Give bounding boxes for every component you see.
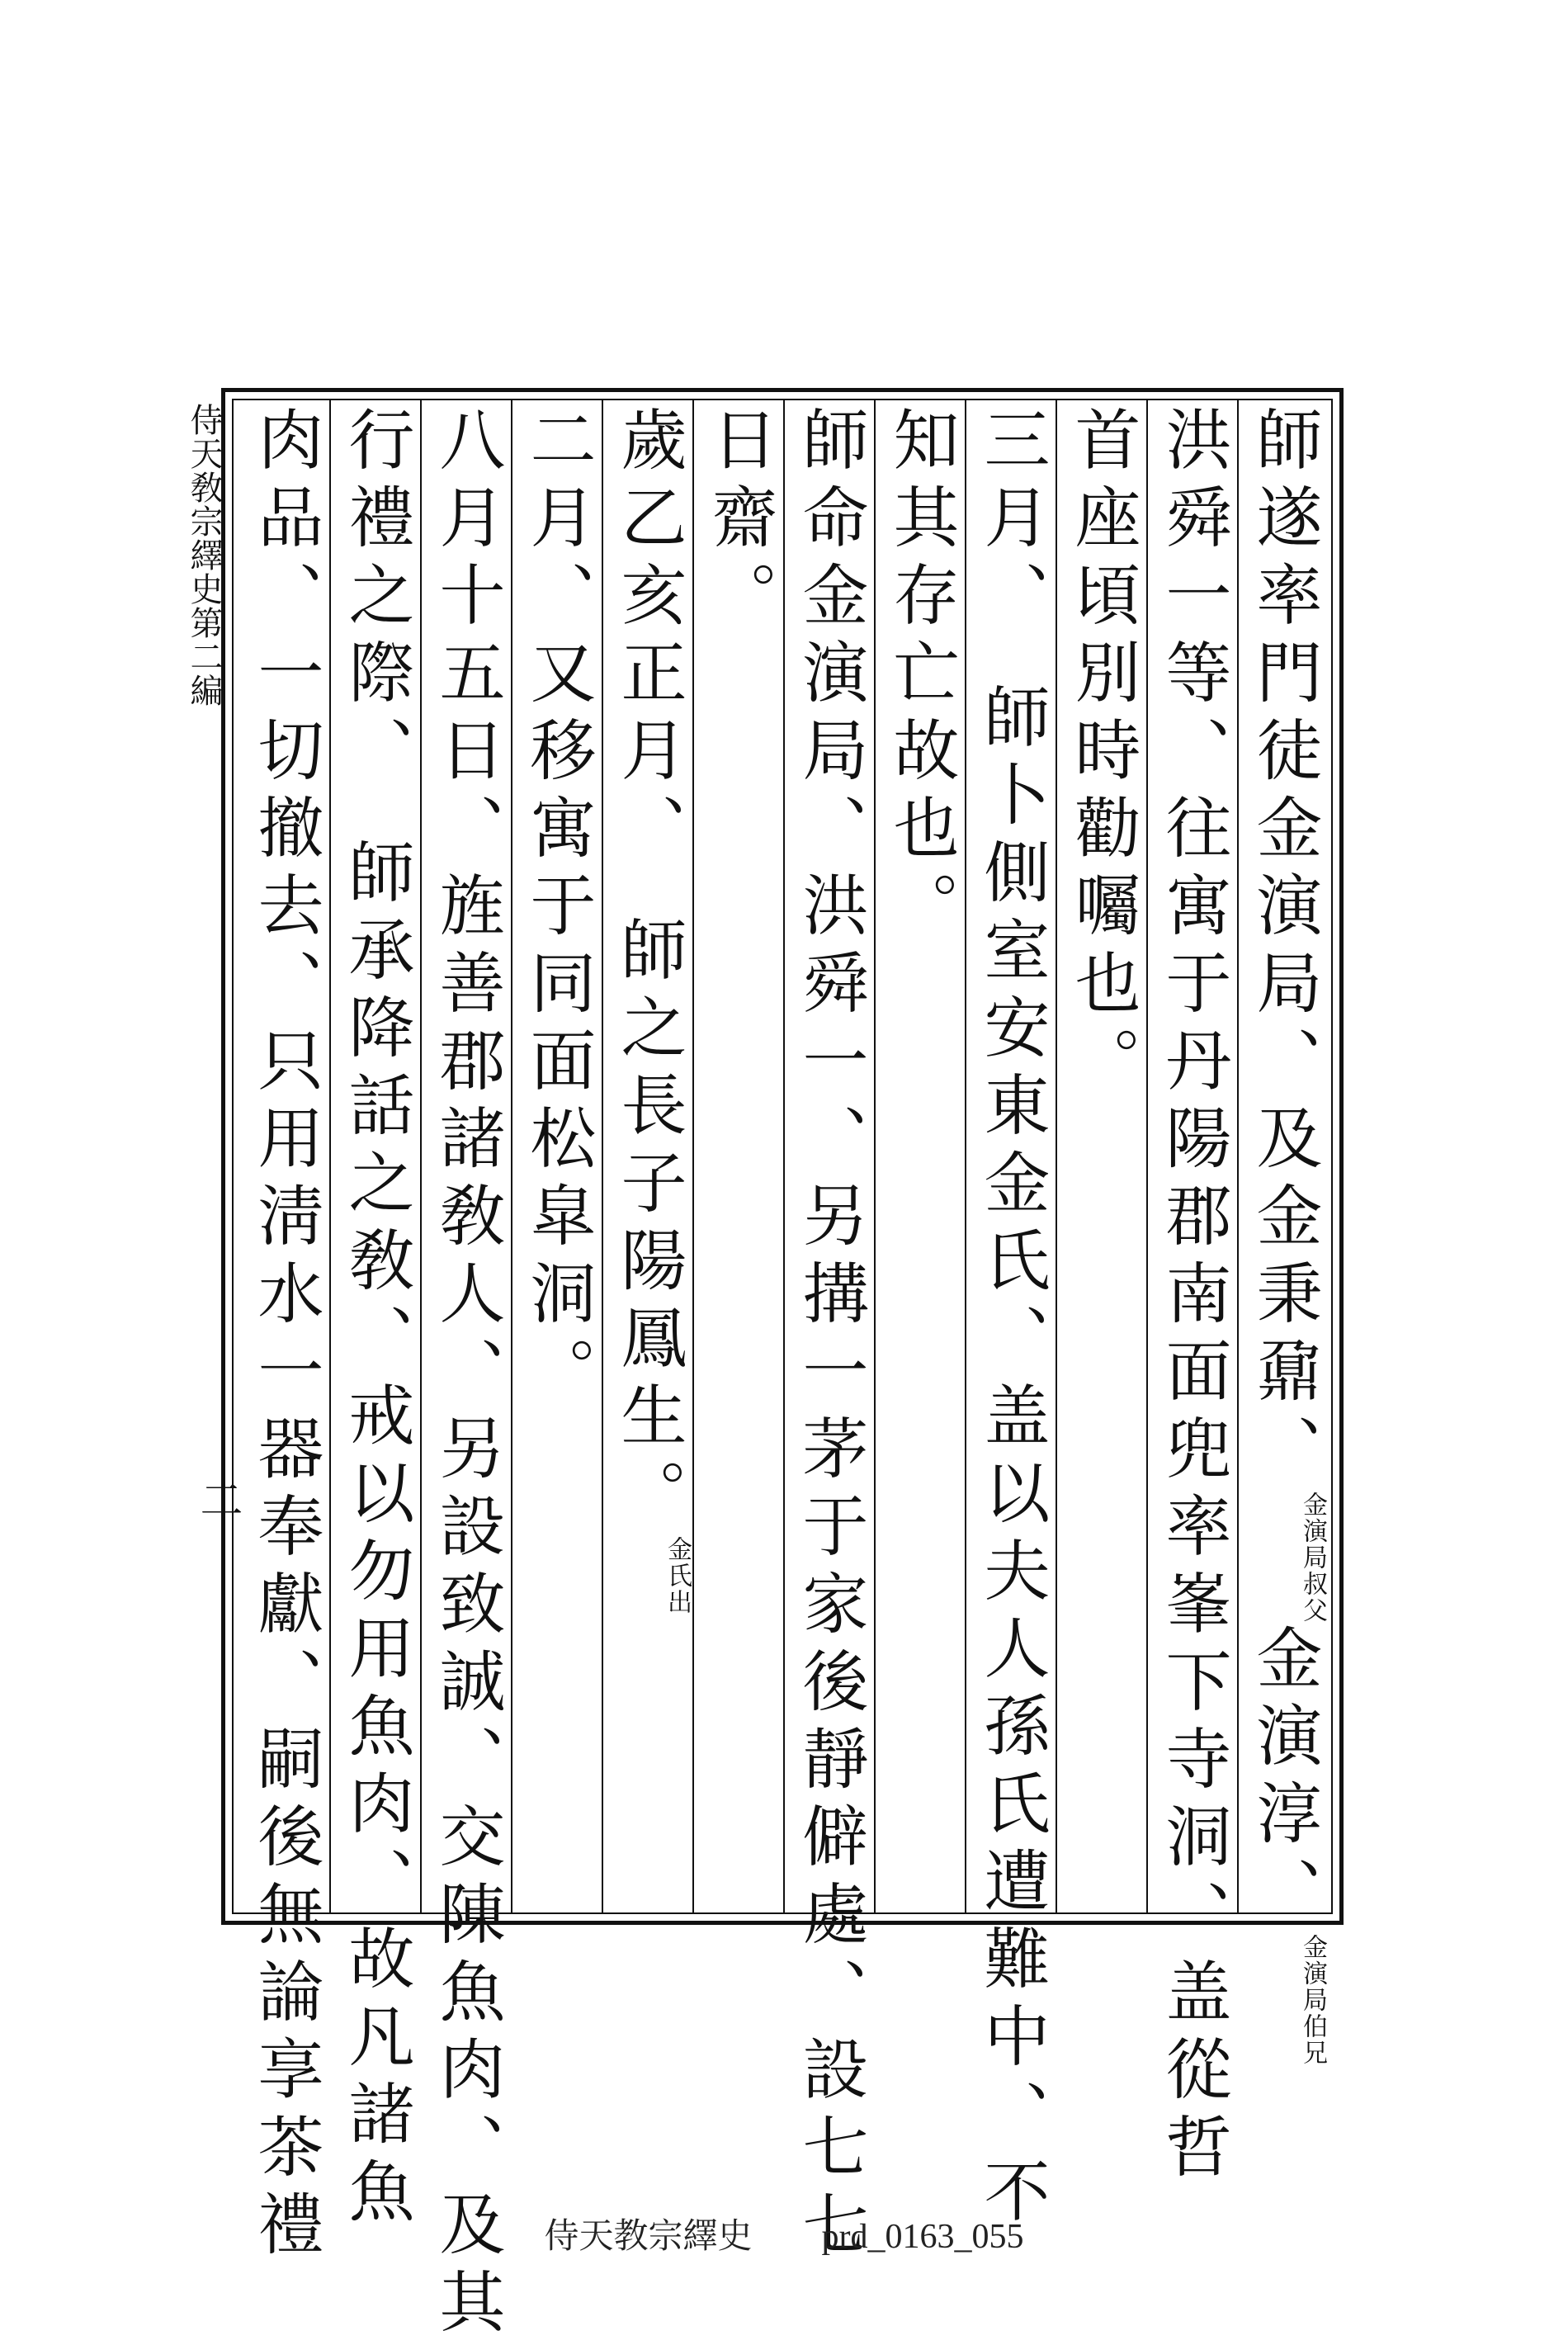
column-text: 師遂率門徒金演局、及金秉鼐、 (1245, 405, 1322, 1492)
text-column (877, 405, 963, 1906)
column-text: 三月、 師卜側室安東金氏、盖以夫人孫氏遭難中、不 (973, 405, 1050, 2234)
column-rule (602, 400, 603, 1912)
column-annotation: 金氏出 (663, 1536, 692, 1615)
column-rule (1237, 400, 1239, 1912)
footer (0, 2209, 1568, 2258)
column-rule (329, 400, 331, 1912)
text-column (514, 405, 600, 1906)
column-text-continued: 金演淳、 (1245, 1624, 1322, 1934)
footer-gap (761, 2218, 813, 2256)
column-text: 行禮之際、 師承降話之敎、戒以勿用魚肉、故凡諸魚 (338, 405, 414, 2234)
text-column (1240, 405, 1327, 2066)
footer-collection: 侍天教宗繹史 (544, 2218, 753, 2256)
margin-book-title: 侍天敎宗繹史第二編 (185, 403, 223, 707)
text-column (696, 405, 782, 1906)
column-rule (783, 400, 785, 1912)
page-number: 二 (192, 1477, 242, 1520)
column-rule (692, 400, 694, 1912)
column-text: 首座頃別時勸囑也。 (1064, 405, 1141, 1104)
column-text: 八月十五日、旌善郡諸敎人、另設致誠、交陳魚肉、及其 (428, 405, 505, 2345)
column-text: 二月、又移寓于同面松皐洞。 (519, 405, 596, 1414)
column-text: 師命金演局、洪舜一、另搆一茅于家後靜僻處、設七七 (791, 405, 868, 2267)
column-text: 洪舜一等、往寓于丹陽郡南面兜率峯下寺洞、盖從哲 (1155, 405, 1231, 2190)
column-rule (874, 400, 876, 1912)
column-text: 日齋。 (701, 405, 777, 638)
column-rule (1146, 400, 1148, 1912)
text-column (968, 405, 1054, 2234)
column-rule (511, 400, 512, 1912)
text-column (333, 405, 418, 2234)
column-rule (1056, 400, 1057, 1912)
text-column (1059, 405, 1145, 1906)
text-column (1150, 405, 1235, 2190)
column-text: 歲乙亥正月、 師之長子陽鳳生。 (610, 405, 687, 1536)
column-text: 知其存亡故也。 (882, 405, 959, 948)
column-annotation: 金演局伯兄 (1298, 1934, 1327, 2066)
column-text: 肉品、一切撤去、只用淸水一器奉獻、嗣後無論享茶禮 (247, 405, 324, 2267)
column-annotation: 金演局叔父 (1298, 1492, 1327, 1624)
text-column (423, 405, 509, 2345)
text-column (605, 405, 691, 1906)
text-column (786, 405, 872, 2267)
text-column (242, 405, 328, 2267)
column-rule (420, 400, 422, 1912)
footer-page-id: prd_0163_055 (821, 2218, 1024, 2256)
column-rule (965, 400, 966, 1912)
